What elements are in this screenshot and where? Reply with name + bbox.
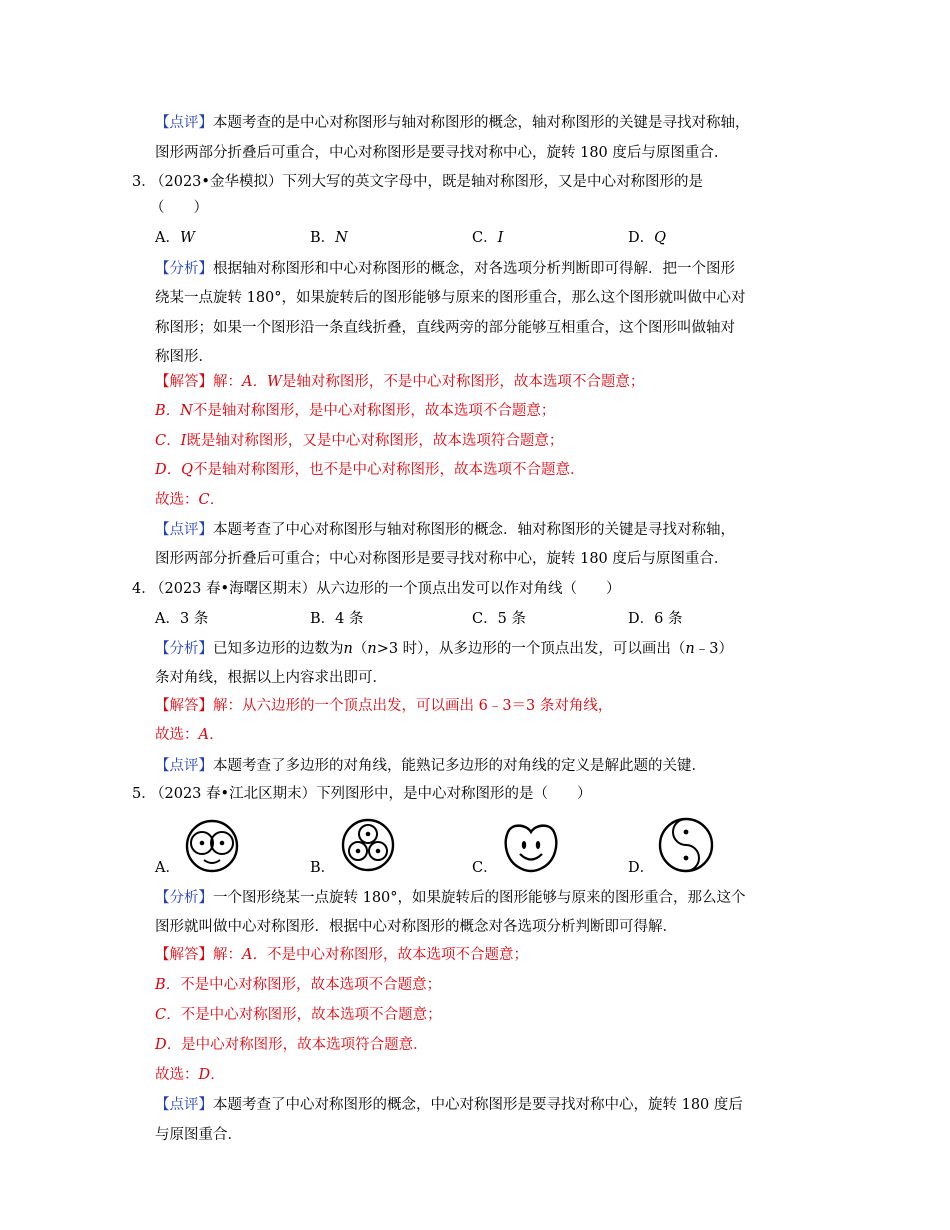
- q3-option-a: A．W: [155, 230, 195, 246]
- q5-fenxi-tag: 【分析】: [155, 890, 213, 906]
- q3-stem-line1: （2023•金华模拟）下列大写的英文字母中，既是轴对称图形，又是中心对称图形的是: [150, 174, 703, 190]
- q5-pingjia-line1: 【点评】本题考查了中心对称图形的概念，中心对称图形是要寻找对称中心，旋转 180 度后: [155, 1097, 743, 1113]
- q4-option-d: D．6 条: [628, 611, 683, 627]
- q5-jieda-line1: 【解答】解：A．不是中心对称图形，故本选项不合题意；: [155, 947, 528, 963]
- q3-fenxi-tag: 【分析】: [155, 261, 213, 277]
- q3-jieda-tag: 【解答】: [155, 374, 213, 390]
- q3-jieda-line1: 【解答】解：A．W是轴对称图形，不是中心对称图形，故本选项不合题意；: [155, 374, 645, 390]
- q3-option-c: C．I: [472, 230, 504, 246]
- q4-pingjia: 【点评】本题考查了多边形的对角线，能熟记多边形的对角线的定义是解此题的关键．: [155, 758, 706, 774]
- q3-option-b: B．N: [310, 230, 348, 246]
- q3-pingjia-line2: 图形两部分折叠后可重合；中心对称图形是要寻找对称中心，旋转 180 度后与原图重合．: [155, 551, 729, 567]
- q5-option-a-label: A．: [155, 860, 180, 876]
- q5-jieda-line4: D．是中心对称图形，故本选项符合题意．: [155, 1037, 428, 1053]
- q5-jieda-line3: C．不是中心对称图形，故本选项不合题意；: [155, 1007, 442, 1023]
- q3-fenxi-line3: 称图形；如果一个图形沿一条直线折叠，直线两旁的部分能够互相重合，这个图形叫做轴对: [155, 320, 735, 336]
- q4-option-b: B．4 条: [310, 611, 364, 627]
- q2-pingjia-line1: 【点评】本题考查的是中心对称图形与轴对称图形的概念，轴对称图形的关键是寻找对称轴，: [155, 115, 750, 131]
- q2-pingjia-line2: 图形两部分折叠后可重合，中心对称图形是要寻找对称中心，旋转 180 度后与原图重合.: [155, 145, 719, 161]
- q5-stem: （2023 春•江北区期末）下列图形中，是中心对称图形的是（ ）: [150, 786, 592, 802]
- q2-pingjia-tag: 【点评】: [155, 115, 213, 131]
- q5-answer: 故选：D．: [155, 1067, 225, 1083]
- q4-answer: 故选：A．: [155, 727, 224, 743]
- q5-figure-a[interactable]: [184, 818, 240, 874]
- q5-fenxi-line1: 【分析】一个图形绕某一点旋转 180°，如果旋转后的图形能够与原来的图形重合，那么这个: [155, 890, 746, 906]
- q5-figure-d[interactable]: [657, 816, 715, 874]
- q3-answer: 故选：C．: [155, 492, 225, 508]
- q5-option-d-label: D．: [628, 860, 655, 876]
- q3-fenxi-line2: 绕某一点旋转 180°，如果旋转后的图形能够与原来的图形重合，那么这个图形就叫做中心对: [155, 290, 746, 306]
- q4-fenxi-line2: 条对角线，根据以上内容求出即可．: [155, 670, 387, 686]
- q3-number: 3．: [132, 174, 156, 190]
- q3-jieda-line2: B．N不是轴对称图形，是中心对称图形，故本选项不合题意；: [155, 403, 556, 419]
- q4-option-a: A．3 条: [155, 611, 209, 627]
- q4-jieda: 【解答】解：从六边形的一个顶点出发，可以画出 6﹣3＝3 条对角线，: [155, 698, 613, 714]
- q4-pingjia-tag: 【点评】: [155, 758, 213, 774]
- q3-pingjia-tag: 【点评】: [155, 522, 213, 538]
- q5-fenxi-line2: 图形就叫做中心对称图形．根据中心对称图形的概念对各选项分析判断即可得解．: [155, 919, 677, 935]
- q5-number: 5．: [132, 786, 156, 802]
- q5-pingjia-line2: 与原图重合．: [155, 1127, 242, 1143]
- q3-fenxi-line1: 【分析】根据轴对称图形和中心对称图形的概念，对各选项分析判断即可得解．把一个图形: [155, 261, 735, 277]
- q4-option-c: C．5 条: [472, 611, 526, 627]
- q5-option-c-label: C．: [472, 860, 498, 876]
- q3-stem-line2: （ ）: [150, 200, 208, 216]
- q5-option-b-label: B．: [310, 860, 336, 876]
- q5-figure-b[interactable]: [340, 817, 396, 873]
- q3-jieda-line3: C．I既是轴对称图形，又是中心对称图形，故本选项符合题意；: [155, 433, 564, 449]
- q4-number: 4．: [132, 581, 156, 597]
- q3-option-d: D．Q: [628, 230, 667, 246]
- q3-fenxi-line4: 称图形．: [155, 349, 213, 365]
- q5-jieda-line2: B．不是中心对称图形，故本选项不合题意；: [155, 977, 442, 993]
- q3-jieda-line4: D．Q不是轴对称图形，也不是中心对称图形，故本选项不合题意．: [155, 462, 585, 478]
- q3-pingjia-line1: 【点评】本题考查了中心对称图形与轴对称图形的概念．轴对称图形的关键是寻找对称轴，: [155, 522, 735, 538]
- q5-pingjia-tag: 【点评】: [155, 1097, 213, 1113]
- q4-fenxi-line1: 【分析】已知多边形的边数为n（n>3 时），从多边形的一个顶点出发，可以画出（n﹣3）: [155, 641, 733, 657]
- q4-fenxi-tag: 【分析】: [155, 641, 213, 657]
- q4-jieda-tag: 【解答】: [155, 698, 213, 714]
- q5-figure-c[interactable]: [502, 818, 560, 874]
- q5-jieda-tag: 【解答】: [155, 947, 213, 963]
- q4-stem: （2023 春•海曙区期末）从六边形的一个顶点出发可以作对角线（ ）: [150, 581, 621, 597]
